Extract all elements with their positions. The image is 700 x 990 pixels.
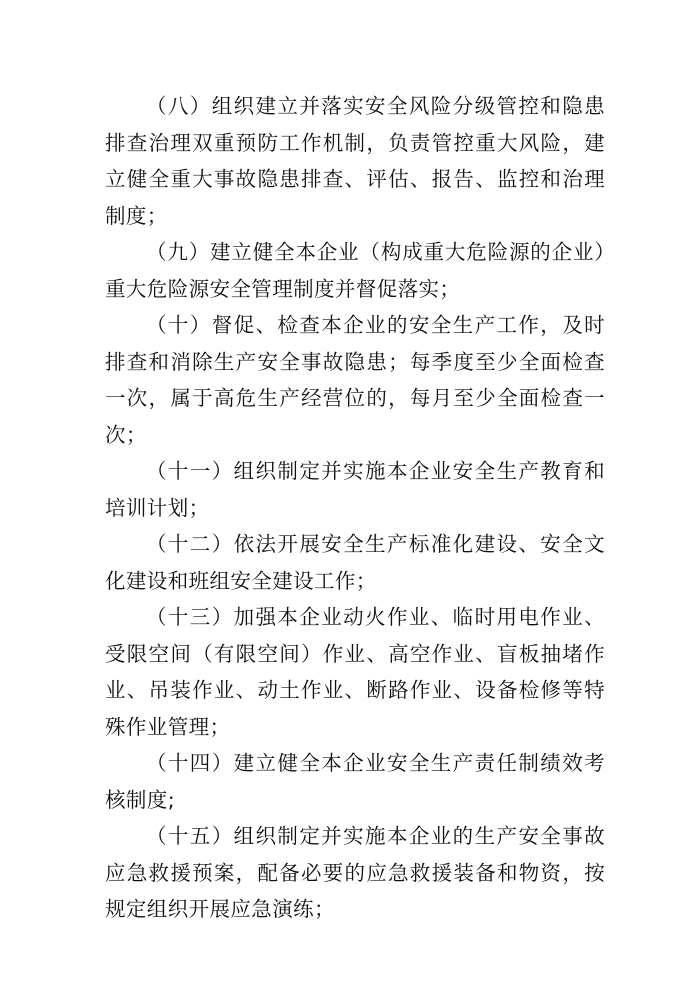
document-body — [105, 88, 605, 928]
paragraph-12: （十二）依法开展安全生产标准化建设、安全文化建设和班组安全建设工作； — [105, 532, 605, 593]
paragraph-15: （十五）组织制定并实施本企业的生产安全事故应急救援预案，配备必要的应急救援装备和物资，按规定组织开展应急演练； — [105, 824, 605, 921]
paragraph-11: （十一）组织制定并实施本企业安全生产教育和培训计划； — [105, 459, 605, 520]
paragraph-9: （九）建立健全本企业（构成重大危险源的企业）重大危险源安全管理制度并督促落实； — [105, 240, 605, 301]
paragraph-10: （十）督促、检查本企业的安全生产工作，及时排查和消除生产安全事故隐患；每季度至少全面检查一次，属于高危生产经营位的，每月至少全面检查一次； — [105, 313, 605, 447]
paragraph-8: （八）组织建立并落实安全风险分级管控和隐患排查治理双重预防工作机制，负责管控重大风险，建立健全重大事故隐患排查、评估、报告、监控和治理制度； — [105, 94, 605, 228]
paragraph-14: （十四）建立健全本企业安全生产责任制绩效考核制度; — [105, 751, 605, 812]
paragraph-13: （十三）加强本企业动火作业、临时用电作业、受限空间（有限空间）作业、高空作业、盲板抽堵作业、吊装作业、动土作业、断路作业、设备检修等特殊作业管理； — [105, 605, 605, 739]
